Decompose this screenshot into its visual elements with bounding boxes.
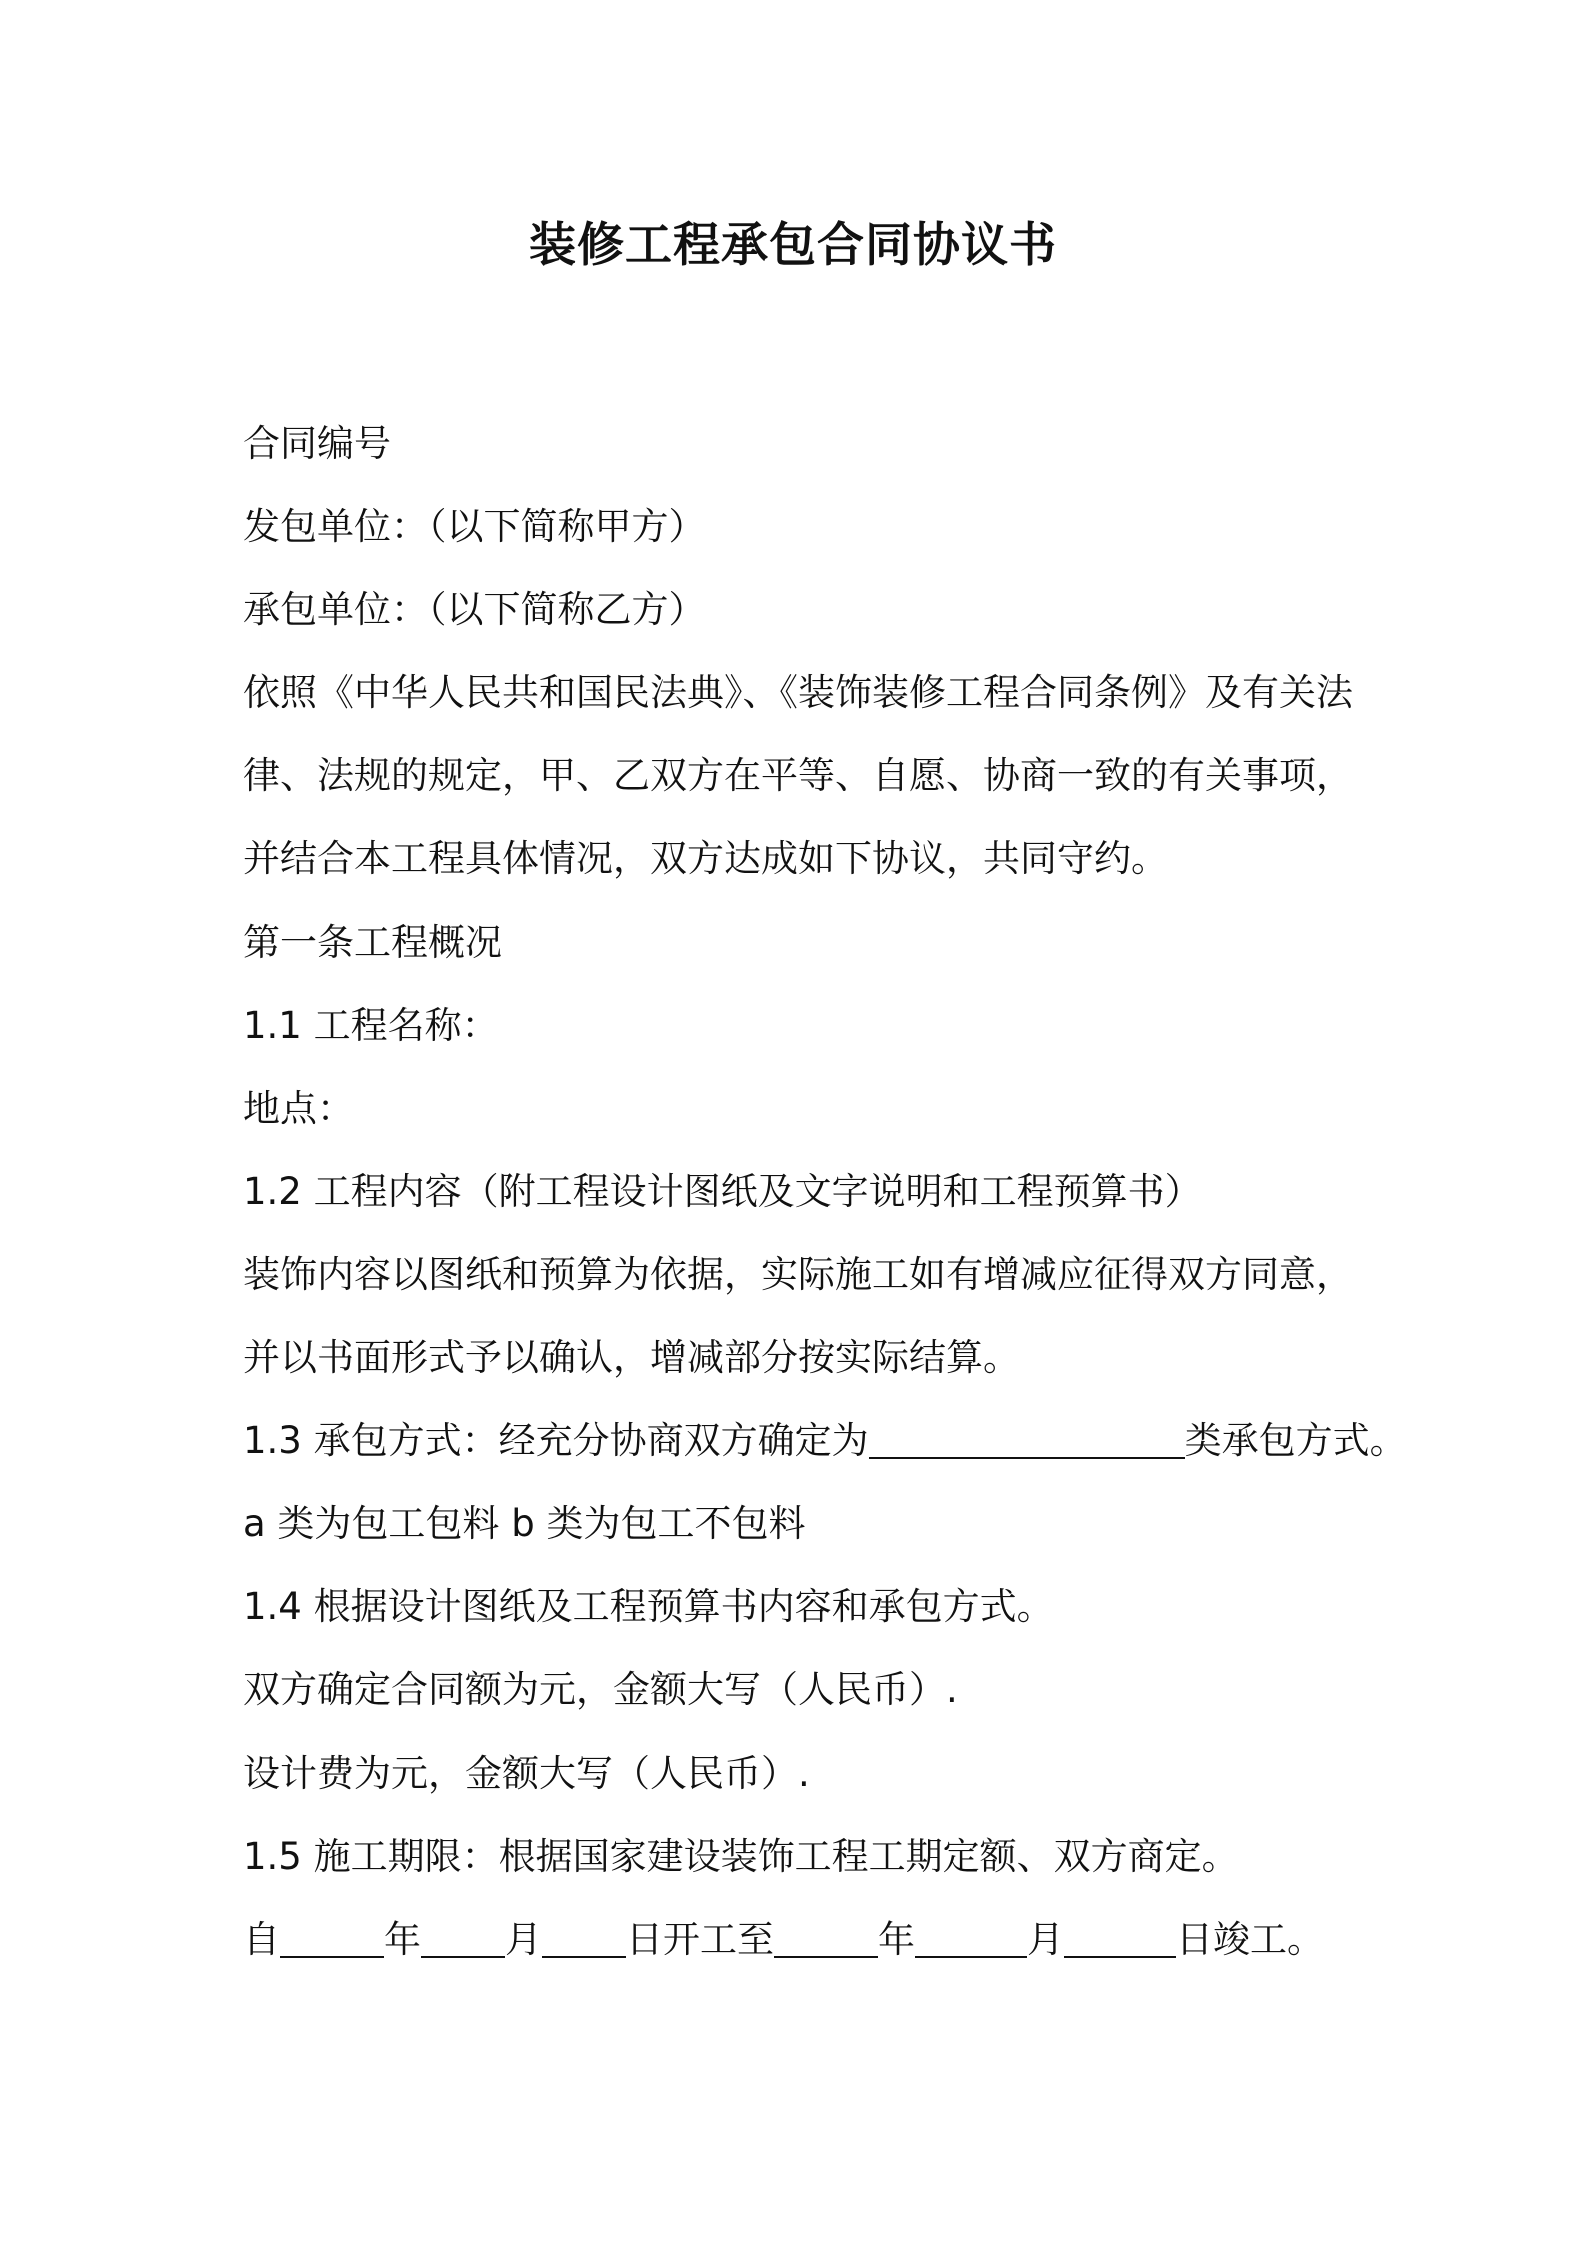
document-body bbox=[243, 402, 1407, 1981]
contract-amount-line: 双方确定合同额为元，金额大写（人民币）. bbox=[243, 1668, 958, 1712]
schedule-month-2: 月 bbox=[1027, 1917, 1064, 1961]
end-year-blank bbox=[774, 1955, 878, 1958]
item-1-3-prefix: 1.3 承包方式：经充分协商双方确定为 bbox=[243, 1419, 869, 1463]
preamble-line-2: 律、法规的规定，甲、乙双方在平等、自愿、协商一致的有关事项， bbox=[243, 754, 1353, 798]
schedule-end-text: 日竣工。 bbox=[1176, 1917, 1324, 1961]
mode-types-line: a 类为包工包料 b 类为包工不包料 bbox=[243, 1502, 806, 1546]
contract-mode-blank bbox=[869, 1456, 1185, 1459]
schedule-year-2: 年 bbox=[878, 1917, 915, 1961]
preamble-line-1: 依照《中华人民共和国民法典》、《装饰装修工程合同条例》及有关法 bbox=[243, 671, 1353, 715]
document-title: 装修工程承包合同协议书 bbox=[529, 218, 1057, 273]
start-month-blank bbox=[421, 1955, 505, 1958]
preamble-line-3: 并结合本工程具体情况，双方达成如下协议，共同守约。 bbox=[243, 837, 1168, 881]
schedule-from: 自 bbox=[243, 1917, 280, 1961]
end-day-blank bbox=[1064, 1955, 1176, 1958]
contract-number-label: 合同编号 bbox=[243, 422, 391, 465]
article-1-heading: 第一条工程概况 bbox=[243, 920, 502, 964]
decor-content-line-2: 并以书面形式予以确认，增减部分按实际结算。 bbox=[243, 1336, 1020, 1380]
start-day-blank bbox=[542, 1955, 626, 1958]
item-1-3-contract-mode bbox=[243, 1399, 1407, 1482]
item-1-3-suffix: 类承包方式。 bbox=[1184, 1419, 1407, 1463]
party-b-line: 承包单位：（以下简称乙方） bbox=[243, 588, 706, 632]
schedule-month-1: 月 bbox=[505, 1917, 542, 1961]
start-year-blank bbox=[280, 1955, 384, 1958]
end-month-blank bbox=[915, 1955, 1027, 1958]
schedule-year-1: 年 bbox=[384, 1917, 421, 1961]
schedule-start-text: 日开工至 bbox=[626, 1917, 774, 1961]
item-1-4-line: 1.4 根据设计图纸及工程预算书内容和承包方式。 bbox=[243, 1585, 1054, 1629]
location-line: 地点： bbox=[243, 1086, 354, 1130]
party-a-line: 发包单位：（以下简称甲方） bbox=[243, 505, 706, 549]
item-1-1-project-name: 1.1 工程名称： bbox=[243, 1003, 499, 1047]
decor-content-line-1: 装饰内容以图纸和预算为依据，实际施工如有增减应征得双方同意， bbox=[243, 1252, 1353, 1296]
item-1-5-construction-period: 1.5 施工期限：根据国家建设装饰工程工期定额、双方商定。 bbox=[243, 1834, 1239, 1878]
schedule-line bbox=[243, 1898, 1383, 1981]
design-fee-line: 设计费为元，金额大写（人民币）. bbox=[243, 1751, 810, 1795]
item-1-2-project-content: 1.2 工程内容（附工程设计图纸及文字说明和工程预算书） bbox=[243, 1169, 1202, 1213]
